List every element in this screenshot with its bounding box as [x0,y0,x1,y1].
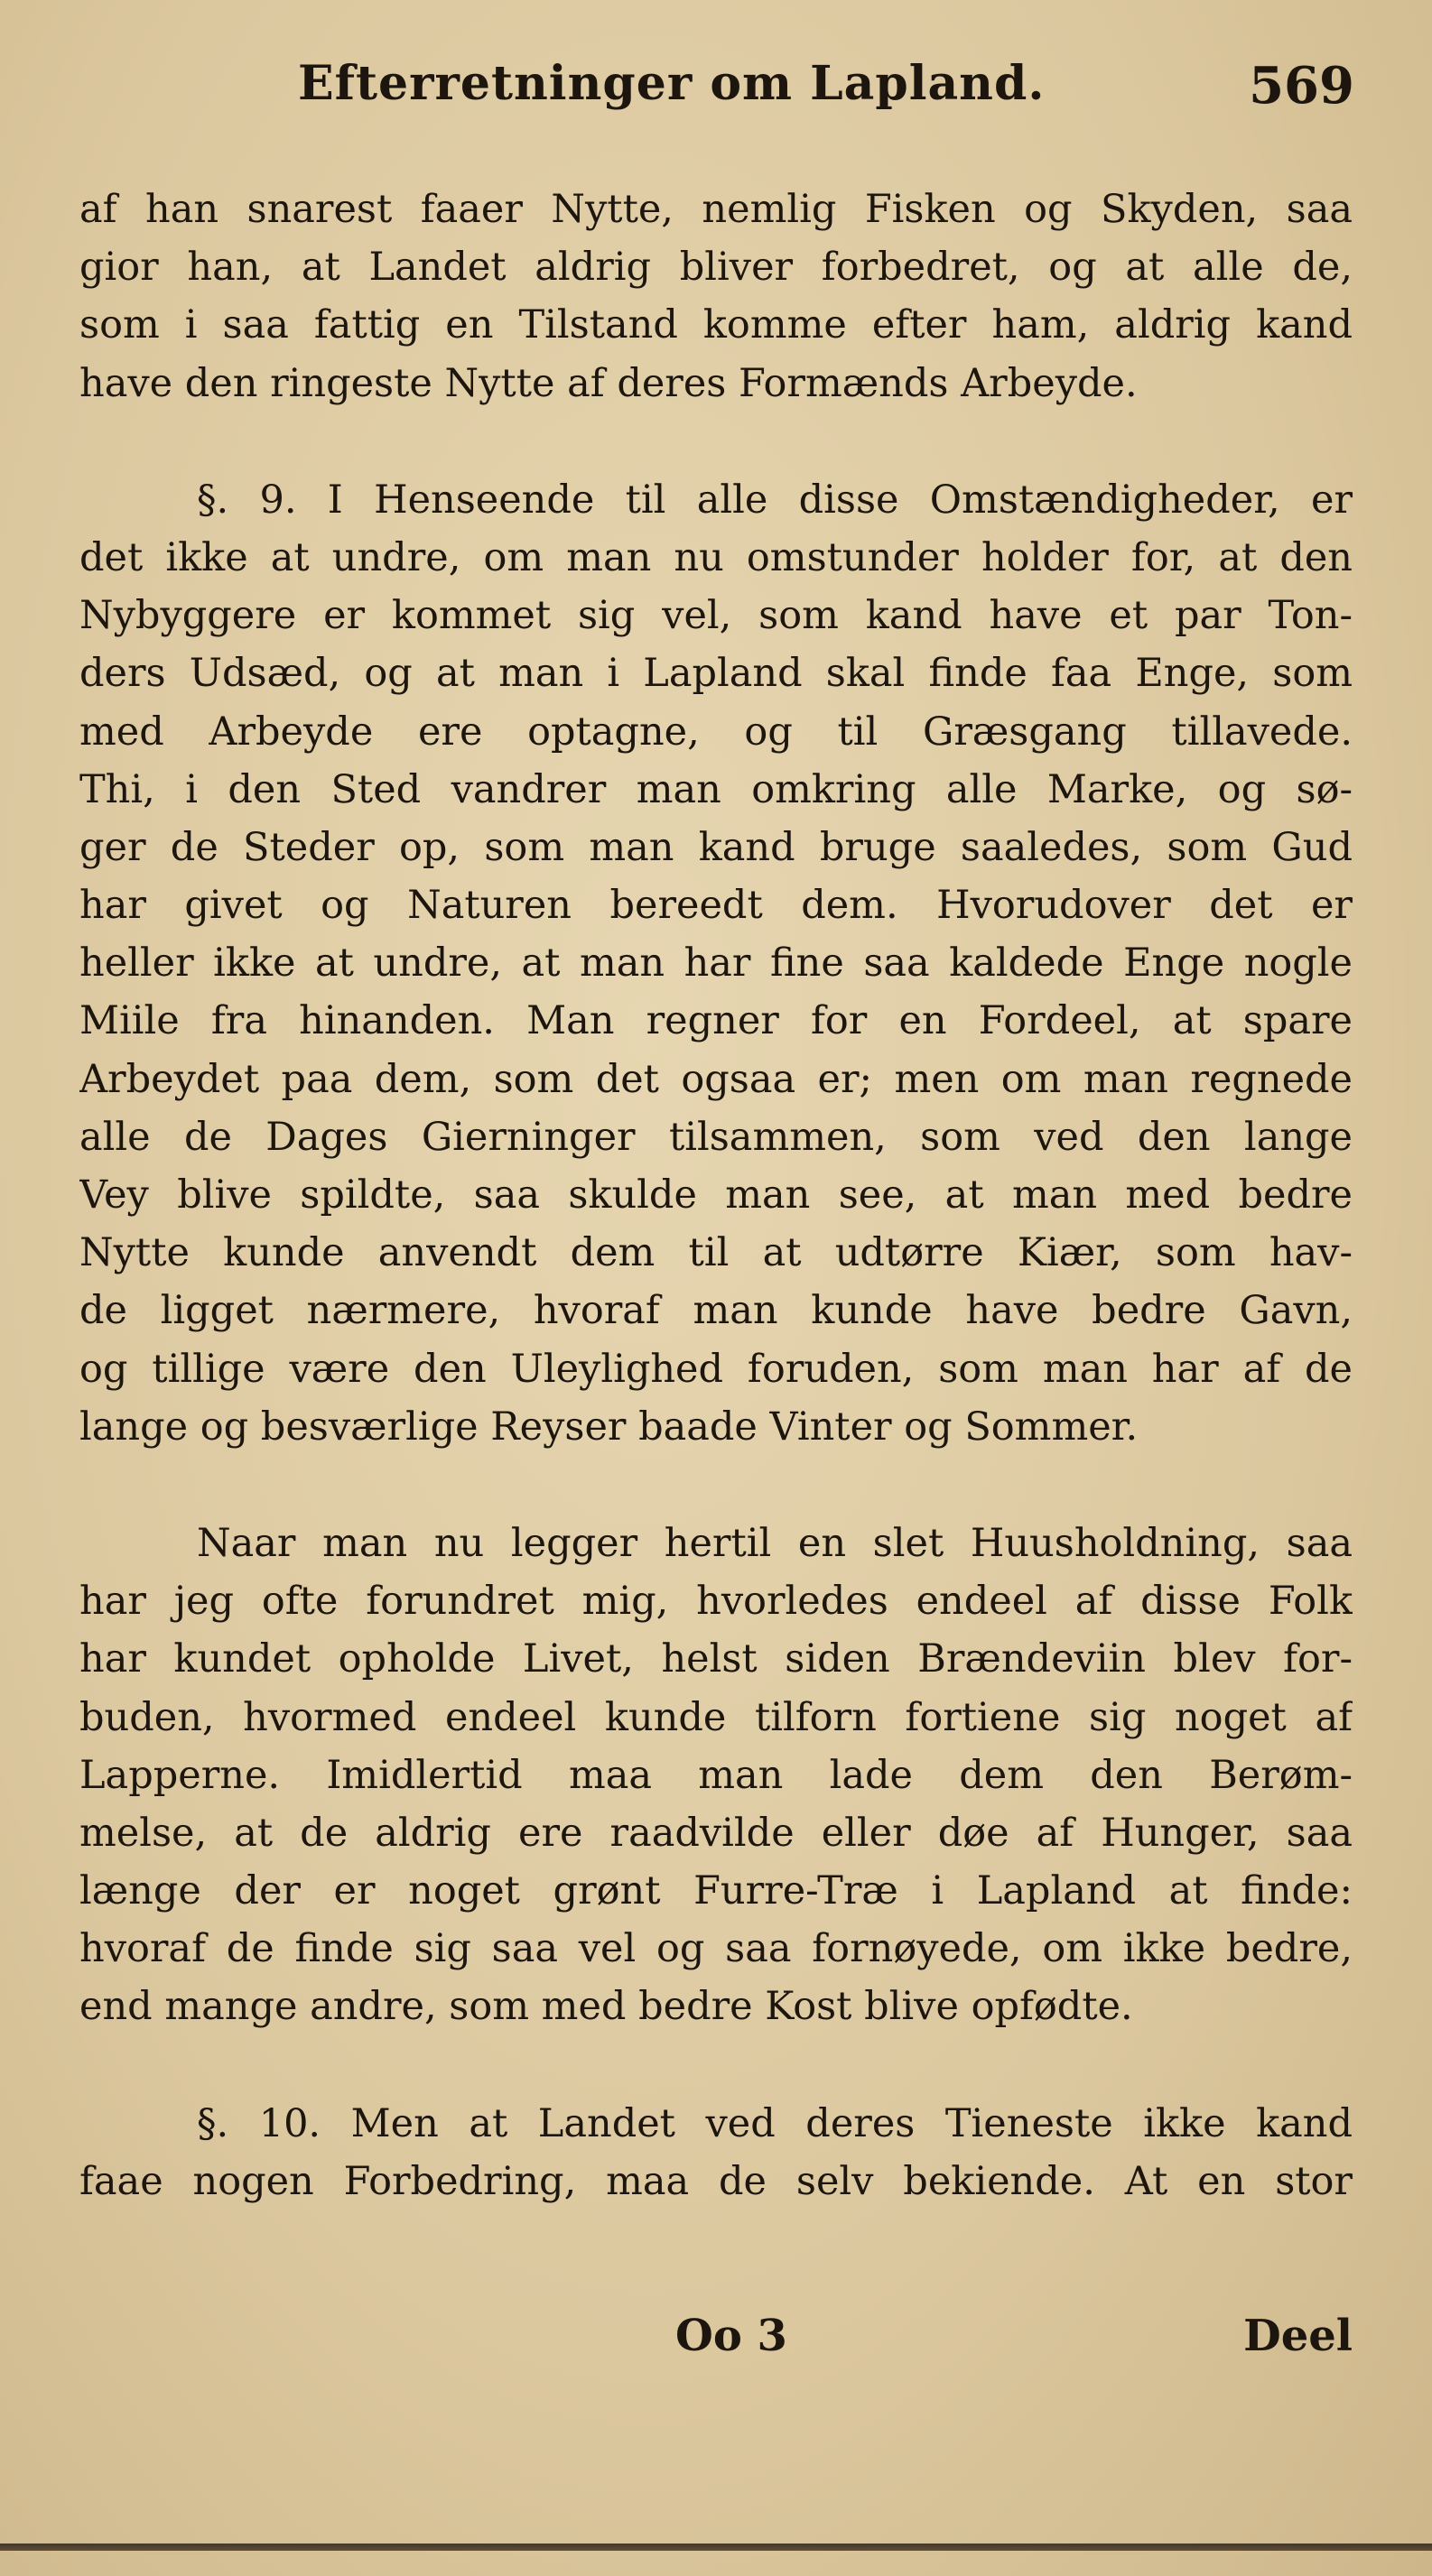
text-line: Nytte kunde anvendt dem til at udtørre Kiær, som hav- [79,1230,1353,1276]
page-footer [79,2311,1353,2383]
text-line: gior han, at Landet aldrig bliver forbedret, og at alle de, [79,245,1353,291]
paragraph-4 [79,2095,1353,2210]
text-line: Vey blive spildte, saa skulde man see, at man med bedre [79,1172,1353,1218]
text-line: Lapperne. Imidlertid maa man lade dem den Berøm- [79,1752,1353,1798]
text-line: Arbeydet paa dem, som det ogsaa er; men om man regnede [79,1056,1353,1102]
signature-mark: Oo 3 [675,2311,787,2361]
text-line: faae nogen Forbedring, maa de selv bekiende. At en stor [79,2158,1353,2204]
text-line: end mange andre, som med bedre Kost blive opfødte. [79,1984,1133,2030]
paragraph-3 [79,1515,1353,2036]
text-line: Thi, i den Sted vandrer man omkring alle Marke, og sø- [79,766,1353,812]
text-line: med Arbeyde ere optagne, og til Græsgang tillavede. [79,709,1353,755]
text-line: Nybyggere er kommet sig vel, som kand have et par Ton- [79,593,1353,639]
paragraph-1 [79,181,1353,412]
paragraph-2 [79,471,1353,1456]
running-title: Efterretninger om Lapland. [298,56,1046,111]
text-line: hvoraf de finde sig saa vel og saa fornøyede, om ikke bedre, [79,1926,1353,1972]
text-line: ger de Steder op, som man kand bruge saaledes, som Gud [79,824,1353,870]
text-line: Miile fra hinanden. Man regner for en Fordeel, at spare [79,998,1353,1044]
text-line: §. 9. I Henseende til alle disse Omstændigheder, er [197,477,1353,523]
text-line: buden, hvormed endeel kunde tilforn fortiene sig noget af [79,1694,1353,1740]
text-line: og tillige være den Uleylighed foruden, som man har af de [79,1346,1353,1392]
text-line: lange og besværlige Reyser baade Vinter og Sommer. [79,1404,1139,1450]
text-line: melse, at de aldrig ere raadvilde eller døe af Hunger, saa [79,1810,1353,1856]
text-line: længe der er noget grønt Furre-Træ i Lapland at finde: [79,1868,1353,1914]
page-header [298,56,1354,137]
page-number: 569 [1249,56,1354,116]
text-line: have den ringeste Nytte af deres Formænds Arbeyde. [79,360,1138,406]
text-line: de ligget nærmere, hvoraf man kunde have bedre Gavn, [79,1288,1353,1334]
text-line: §. 10. Men at Landet ved deres Tieneste ikke kand [197,2100,1353,2146]
text-line: af han snarest faaer Nytte, nemlig Fisken og Skyden, saa [79,187,1353,232]
text-line: Naar man nu legger hertil en slet Huusholdning, saa [197,1520,1353,1566]
text-line: heller ikke at undre, at man har fine saa kaldede Enge nogle [79,941,1353,987]
text-line: har kundet opholde Livet, helst siden Brændeviin blev for- [79,1636,1353,1682]
text-line: alle de Dages Gierninger tilsammen, som ved den lange [79,1114,1353,1160]
page-edge-shadow [0,2544,1432,2551]
text-line: har jeg ofte forundret mig, hvorledes endeel af disse Folk [79,1579,1353,1625]
text-line: det ikke at undre, om man nu omstunder holder for, at den [79,534,1353,580]
text-line: har givet og Naturen bereedt dem. Hvorudover det er [79,883,1353,929]
text-line: ders Udsæd, og at man i Lapland skal finde faa Enge, som [79,651,1353,697]
catchword: Deel [1243,2311,1353,2361]
text-line: som i saa fattig en Tilstand komme efter ham, aldrig kand [79,302,1353,348]
body-text [79,181,1353,2210]
